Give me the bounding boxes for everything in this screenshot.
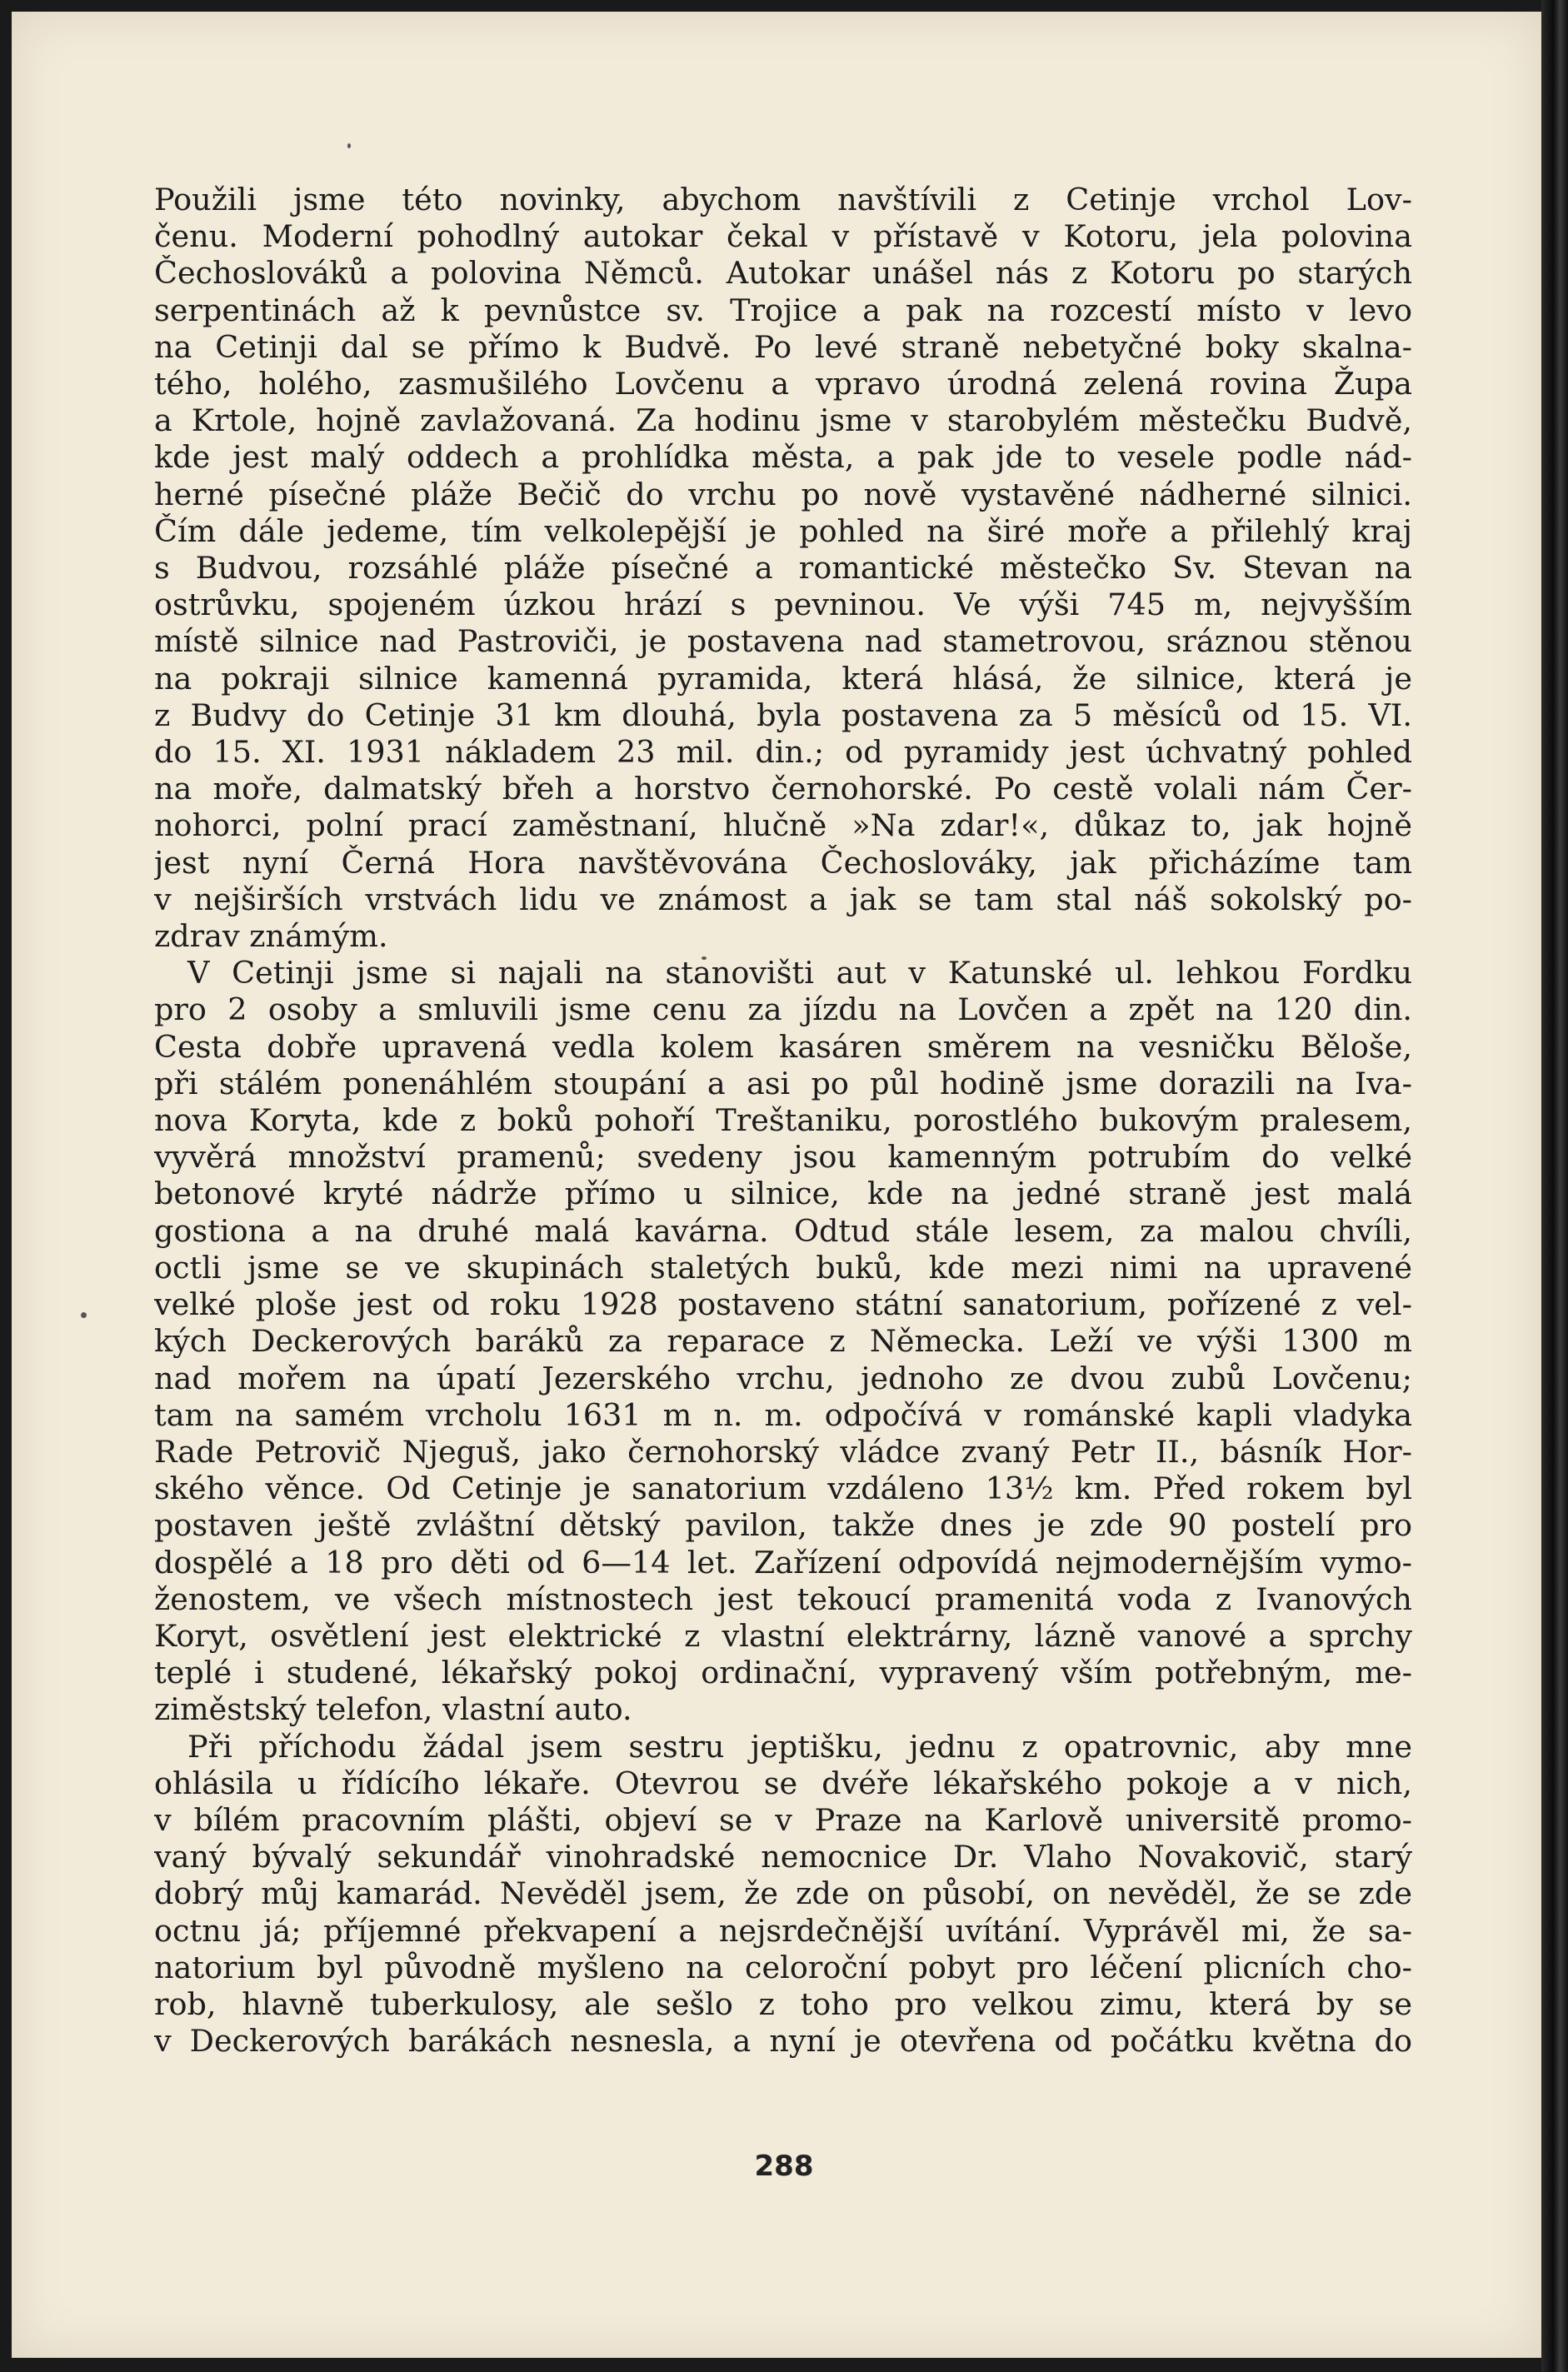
text-line: nova Koryta, kde z boků pohoří Treštaniku, porostlého bukovým pralesem, bbox=[154, 1102, 1412, 1139]
text-line: ženostem, ve všech místnostech jest tekoucí pramenitá voda z Ivanových bbox=[154, 1581, 1412, 1617]
text-line: ziměstský telefon, vlastní auto. bbox=[154, 1691, 632, 1728]
text-line: na moře, dalmatský břeh a horstvo černohorské. Po cestě volali nám Čer- bbox=[154, 771, 1412, 807]
text-line: natorium byl původně myšleno na celoroční pobyt pro léčení plicních cho- bbox=[154, 1949, 1412, 1985]
text-line: ského věnce. Od Cetinje je sanatorium vzdáleno 13½ km. Před rokem byl bbox=[154, 1471, 1412, 1507]
text-line: s Budvou, rozsáhlé pláže písečné a romantické městečko Sv. Stevan na bbox=[154, 550, 1412, 587]
text-line: betonové kryté nádrže přímo u silnice, kde na jedné straně jest malá bbox=[154, 1176, 1412, 1212]
text-line: vaný bývalý sekundář vinohradské nemocnice Dr. Vlaho Novakovič, starý bbox=[154, 1839, 1412, 1875]
ink-speck bbox=[347, 143, 351, 148]
text-line: kde jest malý oddech a prohlídka města, a pak jde to vesele podle nád- bbox=[154, 439, 1412, 476]
text-line: Použili jsme této novinky, abychom navštívili z Cetinje vrchol Lov- bbox=[154, 182, 1412, 217]
text-line: tého, holého, zasmušilého Lovčenu a vpravo úrodná zelená rovina Župa bbox=[154, 366, 1412, 402]
text-line: na Cetinji dal se přímo k Budvě. Po levé straně nebetyčné boky skalna- bbox=[154, 328, 1412, 365]
text-line: kých Deckerových baráků za reparace z Německa. Leží ve výši 1300 m bbox=[154, 1323, 1412, 1360]
text-line: Čím dále jedeme, tím velkolepější je pohled na širé moře a přilehlý kraj bbox=[154, 512, 1412, 549]
text-line: gostiona a na druhé malá kavárna. Odtud stále lesem, za malou chvíli, bbox=[154, 1212, 1412, 1249]
text-line: v nejširších vrstvách lidu ve známost a jak se tam stal náš sokolský po- bbox=[154, 881, 1412, 917]
text-line: herné písečné pláže Bečič do vrchu po nově vystavěné nádherné silnici. bbox=[154, 476, 1412, 512]
text-line: pro 2 osoby a smluvili jsme cenu za jízdu na Lovčen a zpět na 120 din. bbox=[154, 991, 1412, 1028]
text-line: nad mořem na úpatí Jezerského vrchu, jednoho ze dvou zubů Lovčenu; bbox=[154, 1360, 1412, 1396]
text-line: ohlásila u řídícího lékaře. Otevrou se dvéře lékařského pokoje a v nich, bbox=[154, 1765, 1412, 1801]
text-line: v Deckerových barákách nesnesla, a nyní je otevřena od počátku května do bbox=[154, 2023, 1412, 2060]
paragraph bbox=[154, 182, 1412, 955]
text-line: místě silnice nad Pastroviči, je postavena nad stametrovou, sráznou stěnou bbox=[154, 623, 1412, 660]
text-line: vyvěrá množství pramenů; svedeny jsou kamenným potrubím do velké bbox=[154, 1139, 1412, 1176]
text-line: serpentinách až k pevnůstce sv. Trojice a pak na rozcestí místo v levo bbox=[154, 292, 1412, 328]
text-line: V Cetinji jsme si najali na stanovišti aut v Katunské ul. lehkou Fordku bbox=[187, 955, 1412, 991]
text-line: teplé i studené, lékařský pokoj ordinační, vypravený vším potřebným, me- bbox=[154, 1655, 1412, 1691]
text-line: ostrůvku, spojeném úzkou hrází s pevninou. Ve výši 745 m, nejvyšším bbox=[154, 587, 1412, 623]
text-line: Koryt, osvětlení jest elektrické z vlastní elektrárny, lázně vanové a sprchy bbox=[154, 1617, 1412, 1654]
text-line: dospělé a 18 pro děti od 6—14 let. Zařízení odpovídá nejmodernějším vymo- bbox=[154, 1544, 1412, 1581]
text-line: velké ploše jest od roku 1928 postaveno státní sanatorium, pořízené z vel- bbox=[154, 1286, 1412, 1323]
ink-speck bbox=[81, 1312, 87, 1318]
text-line: při stálém ponenáhlém stoupání a asi po půl hodině jsme dorazili na Iva- bbox=[154, 1065, 1412, 1101]
text-line: Cesta dobře upravená vedla kolem kasáren směrem na vesničku Běloše, bbox=[154, 1028, 1412, 1065]
text-line: nohorci, polní prací zaměstnaní, hlučně »Na zdar!«, důkaz to, jak hojně bbox=[154, 807, 1412, 844]
text-line: v bílém pracovním plášti, objeví se v Praze na Karlově universitě promo- bbox=[154, 1801, 1412, 1838]
text-line: Čechoslováků a polovina Němců. Autokar unášel nás z Kotoru po starých bbox=[154, 255, 1412, 292]
paragraph bbox=[154, 1729, 1412, 2060]
text-line: jest nyní Černá Hora navštěvována Čechoslováky, jak přicházíme tam bbox=[154, 844, 1412, 881]
body-text bbox=[154, 182, 1412, 2060]
text-line: Rade Petrovič Njeguš, jako černohorský vládce zvaný Petr II., básník Hor- bbox=[154, 1433, 1412, 1470]
text-line: zdrav známým. bbox=[154, 918, 388, 955]
text-line: do 15. XI. 1931 nákladem 23 mil. din.; od pyramidy jest úchvatný pohled bbox=[154, 734, 1412, 771]
text-line: čenu. Moderní pohodlný autokar čekal v přístavě v Kotoru, jela polovina bbox=[154, 218, 1412, 255]
paragraph bbox=[154, 955, 1412, 1728]
text-line: z Budvy do Cetinje 31 km dlouhá, byla postavena za 5 měsíců od 15. VI. bbox=[154, 697, 1412, 733]
text-line: tam na samém vrcholu 1631 m n. m. odpočívá v románské kapli vladyka bbox=[154, 1396, 1412, 1433]
book-spine-edge bbox=[1541, 0, 1568, 2372]
text-line: octnu já; příjemné překvapení a nejsrdečnější uvítání. Vyprávěl mi, že sa- bbox=[154, 1912, 1412, 1949]
text-line: a Krtole, hojně zavlažovaná. Za hodinu jsme v starobylém městečku Budvě, bbox=[154, 402, 1412, 439]
text-line: postaven ještě zvláštní dětský pavilon, takže dnes je zde 90 postelí pro bbox=[154, 1507, 1412, 1544]
page-number: 288 bbox=[754, 2150, 814, 2183]
text-line: na pokraji silnice kamenná pyramida, která hlásá, že silnice, která je bbox=[154, 660, 1412, 697]
text-line: octli jsme se ve skupinách staletých buků, kde mezi nimi na upravené bbox=[154, 1249, 1412, 1286]
text-line: dobrý můj kamarád. Nevěděl jsem, že zde on působí, on nevěděl, že se zde bbox=[154, 1875, 1412, 1912]
text-line: Při příchodu žádal jsem sestru jeptišku, jednu z opatrovnic, aby mne bbox=[187, 1728, 1412, 1765]
text-line: rob, hlavně tuberkulosy, ale sešlo z toho pro velkou zimu, která by se bbox=[154, 1985, 1412, 2022]
